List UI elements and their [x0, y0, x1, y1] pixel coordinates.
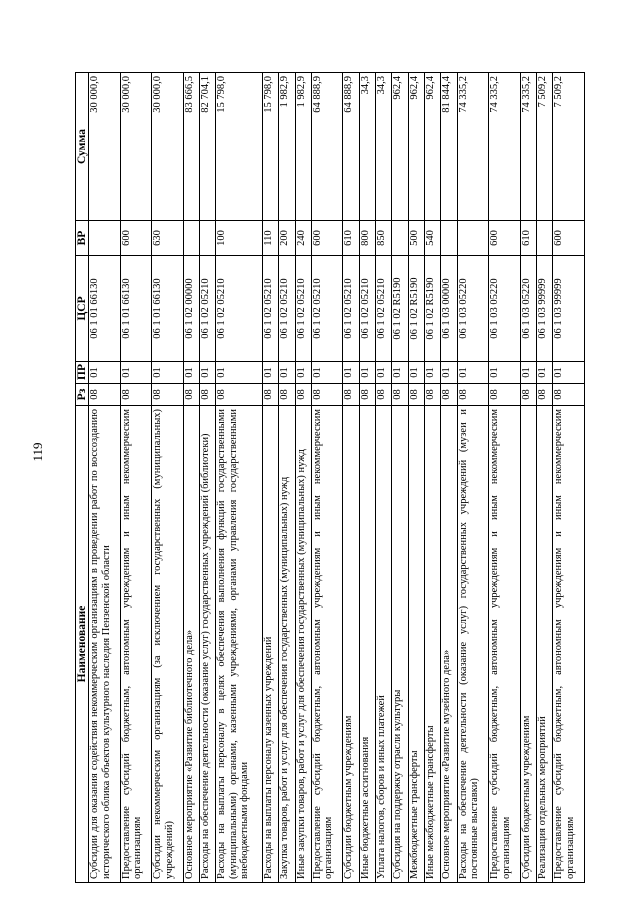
row-sum: 34,3	[359, 73, 375, 221]
row-vr: 630	[152, 221, 183, 256]
header-rz: Рз	[76, 384, 89, 406]
table-row	[199, 73, 215, 883]
row-pr: 01	[553, 362, 585, 384]
row-pr: 01	[279, 362, 295, 384]
row-csr: 06 1 02 R5190	[408, 256, 424, 362]
row-vr: 200	[279, 221, 295, 256]
row-rz: 08	[311, 384, 342, 406]
row-name: Субсидии для оказания содействия некоммерческим организациям в проведении работ по воссозданию исторического облика объектов культурного наследия Пензенской области	[89, 406, 120, 883]
row-sum: 74 335,2	[457, 73, 488, 221]
row-rz: 08	[359, 384, 375, 406]
row-csr: 06 1 02 05210	[359, 256, 375, 362]
row-name: Реализация отдельных мероприятий	[536, 406, 552, 883]
row-name: Расходы на обеспечение деятельности (оказание услуг) государственных учреждений (библиотеки)	[199, 406, 215, 883]
row-name: Предоставление субсидий бюджетным, автономным учреждениям и иным некоммерческим организациям	[120, 406, 151, 883]
table-row	[392, 73, 408, 883]
row-rz: 08	[262, 384, 278, 406]
table-row	[441, 73, 457, 883]
row-name: Предоставление субсидий бюджетным, автономным учреждениям и иным некоммерческим организациям	[553, 406, 585, 883]
table-row	[520, 73, 536, 883]
row-pr: 01	[343, 362, 359, 384]
row-pr: 01	[311, 362, 342, 384]
row-rz: 08	[120, 384, 151, 406]
row-csr: 06 1 03 99999	[536, 256, 552, 362]
row-vr	[536, 221, 552, 256]
row-vr: 500	[408, 221, 424, 256]
row-csr: 06 1 02 05210	[311, 256, 342, 362]
row-vr: 610	[520, 221, 536, 256]
rotated-page-content	[75, 73, 585, 883]
table-row	[279, 73, 295, 883]
row-name: Иные бюджетные ассигнования	[359, 406, 375, 883]
row-name: Субсидии бюджетным учреждениям	[343, 406, 359, 883]
table-row	[216, 73, 262, 883]
row-pr: 01	[425, 362, 441, 384]
row-sum: 30 000,0	[152, 73, 183, 221]
table-row	[262, 73, 278, 883]
row-csr: 06 1 02 05210	[343, 256, 359, 362]
row-csr: 06 1 01 66130	[152, 256, 183, 362]
row-pr: 01	[120, 362, 151, 384]
table-row	[425, 73, 441, 883]
table-row	[376, 73, 392, 883]
row-rz: 08	[441, 384, 457, 406]
row-rz: 08	[553, 384, 585, 406]
table-row	[359, 73, 375, 883]
row-name: Иные закупки товаров, работ и услуг для обеспечения государственных (муниципальных) нужд	[295, 406, 311, 883]
row-csr: 06 1 01 66130	[89, 256, 120, 362]
row-pr: 01	[489, 362, 520, 384]
row-sum: 74 335,2	[489, 73, 520, 221]
row-vr: 540	[425, 221, 441, 256]
row-name: Уплата налогов, сборов и иных платежей	[376, 406, 392, 883]
table-row	[295, 73, 311, 883]
row-csr: 06 1 02 05210	[295, 256, 311, 362]
row-pr: 01	[520, 362, 536, 384]
row-vr: 800	[359, 221, 375, 256]
row-pr: 01	[89, 362, 120, 384]
table-row	[457, 73, 488, 883]
row-sum: 64 888,9	[311, 73, 342, 221]
row-vr	[392, 221, 408, 256]
row-csr: 06 1 03 05220	[457, 256, 488, 362]
row-pr: 01	[441, 362, 457, 384]
row-vr: 240	[295, 221, 311, 256]
row-rz: 08	[425, 384, 441, 406]
table-row	[89, 73, 120, 883]
row-csr: 06 1 02 05210	[279, 256, 295, 362]
table-row	[152, 73, 183, 883]
table-header-row	[76, 73, 89, 883]
row-vr	[441, 221, 457, 256]
row-name: Субсидия на поддержку отрасли культуры	[392, 406, 408, 883]
row-vr: 850	[376, 221, 392, 256]
row-sum: 83 666,5	[183, 73, 199, 221]
row-csr: 06 1 02 R5190	[392, 256, 408, 362]
row-pr: 01	[392, 362, 408, 384]
row-csr: 06 1 02 05210	[216, 256, 262, 362]
table-row	[408, 73, 424, 883]
row-pr: 01	[536, 362, 552, 384]
header-pr: ПР	[76, 362, 89, 384]
row-csr: 06 1 02 05210	[376, 256, 392, 362]
table-row	[343, 73, 359, 883]
row-csr: 06 1 02 R5190	[425, 256, 441, 362]
row-vr: 600	[120, 221, 151, 256]
row-sum: 962,4	[408, 73, 424, 221]
row-vr: 600	[489, 221, 520, 256]
row-pr: 01	[152, 362, 183, 384]
row-csr: 06 1 01 66130	[120, 256, 151, 362]
header-csr: ЦСР	[76, 256, 89, 362]
header-name: Наименование	[76, 406, 89, 883]
header-vr: ВР	[76, 221, 89, 256]
row-pr: 01	[376, 362, 392, 384]
row-csr: 06 1 02 05210	[262, 256, 278, 362]
row-pr: 01	[408, 362, 424, 384]
row-sum: 7 509,2	[553, 73, 585, 221]
row-sum: 81 844,4	[441, 73, 457, 221]
row-sum: 1 982,9	[279, 73, 295, 221]
row-vr	[89, 221, 120, 256]
row-name: Расходы на выплаты персоналу в целях обеспечения выполнения функций государственными (муниципальными) органами, казенными учреждениями, органами управления государственными внебюджетными фондами	[216, 406, 262, 883]
row-sum: 74 335,2	[520, 73, 536, 221]
row-pr: 01	[216, 362, 262, 384]
row-sum: 30 000,0	[89, 73, 120, 221]
row-sum: 15 798,0	[216, 73, 262, 221]
row-vr: 600	[311, 221, 342, 256]
row-csr: 06 1 03 00000	[441, 256, 457, 362]
row-pr: 01	[457, 362, 488, 384]
row-pr: 01	[262, 362, 278, 384]
row-sum: 15 798,0	[262, 73, 278, 221]
row-csr: 06 1 03 05220	[520, 256, 536, 362]
row-name: Закупка товаров, работ и услуг для обеспечения государственных (муниципальных) нужд	[279, 406, 295, 883]
table-row	[120, 73, 151, 883]
row-vr	[457, 221, 488, 256]
page-number: 119	[30, 442, 45, 462]
row-rz: 08	[152, 384, 183, 406]
table-row	[536, 73, 552, 883]
row-name: Расходы на обеспечение деятельности (оказание услуг) государственных учреждений (музеи и постоянные выставки)	[457, 406, 488, 883]
row-vr	[183, 221, 199, 256]
row-sum: 30 000,0	[120, 73, 151, 221]
row-rz: 08	[343, 384, 359, 406]
row-sum: 962,4	[392, 73, 408, 221]
row-csr: 06 1 02 05210	[199, 256, 215, 362]
row-sum: 7 509,2	[536, 73, 552, 221]
row-pr: 01	[183, 362, 199, 384]
row-rz: 08	[489, 384, 520, 406]
row-vr	[199, 221, 215, 256]
row-name: Основное мероприятие «Развитие музейного дела»	[441, 406, 457, 883]
row-name: Субсидии бюджетным учреждениям	[520, 406, 536, 883]
row-rz: 08	[376, 384, 392, 406]
row-rz: 08	[295, 384, 311, 406]
table-row	[553, 73, 585, 883]
table-body	[89, 73, 585, 883]
row-rz: 08	[183, 384, 199, 406]
row-rz: 08	[520, 384, 536, 406]
budget-table	[75, 72, 585, 883]
row-name: Основное мероприятие «Развитие библиотечного дела»	[183, 406, 199, 883]
row-rz: 08	[536, 384, 552, 406]
row-rz: 08	[199, 384, 215, 406]
row-rz: 08	[279, 384, 295, 406]
table-row	[183, 73, 199, 883]
row-csr: 06 1 03 05220	[489, 256, 520, 362]
row-vr: 100	[216, 221, 262, 256]
row-csr: 06 1 02 00000	[183, 256, 199, 362]
row-rz: 08	[216, 384, 262, 406]
row-rz: 08	[89, 384, 120, 406]
table-row	[311, 73, 342, 883]
header-sum: Сумма	[76, 73, 89, 221]
row-sum: 34,3	[376, 73, 392, 221]
row-rz: 08	[408, 384, 424, 406]
table-row	[489, 73, 520, 883]
row-vr: 600	[553, 221, 585, 256]
row-pr: 01	[359, 362, 375, 384]
row-name: Предоставление субсидий бюджетным, автономным учреждениям и иным некоммерческим организациям	[489, 406, 520, 883]
row-pr: 01	[295, 362, 311, 384]
row-pr: 01	[199, 362, 215, 384]
row-vr: 110	[262, 221, 278, 256]
row-name: Предоставление субсидий бюджетным, автономным учреждениям и иным некоммерческим организациям	[311, 406, 342, 883]
row-name: Межбюджетные трансферты	[408, 406, 424, 883]
row-sum: 1 982,9	[295, 73, 311, 221]
row-sum: 962,4	[425, 73, 441, 221]
row-rz: 08	[392, 384, 408, 406]
row-vr: 610	[343, 221, 359, 256]
row-name: Расходы на выплаты персоналу казенных учреждений	[262, 406, 278, 883]
row-rz: 08	[457, 384, 488, 406]
row-csr: 06 1 03 99999	[553, 256, 585, 362]
row-name: Субсидии некоммерческим организациям (за исключением государственных (муниципальных) учреждений)	[152, 406, 183, 883]
row-name: Иные межбюджетные трансферты	[425, 406, 441, 883]
row-sum: 82 704,1	[199, 73, 215, 221]
row-sum: 64 888,9	[343, 73, 359, 221]
